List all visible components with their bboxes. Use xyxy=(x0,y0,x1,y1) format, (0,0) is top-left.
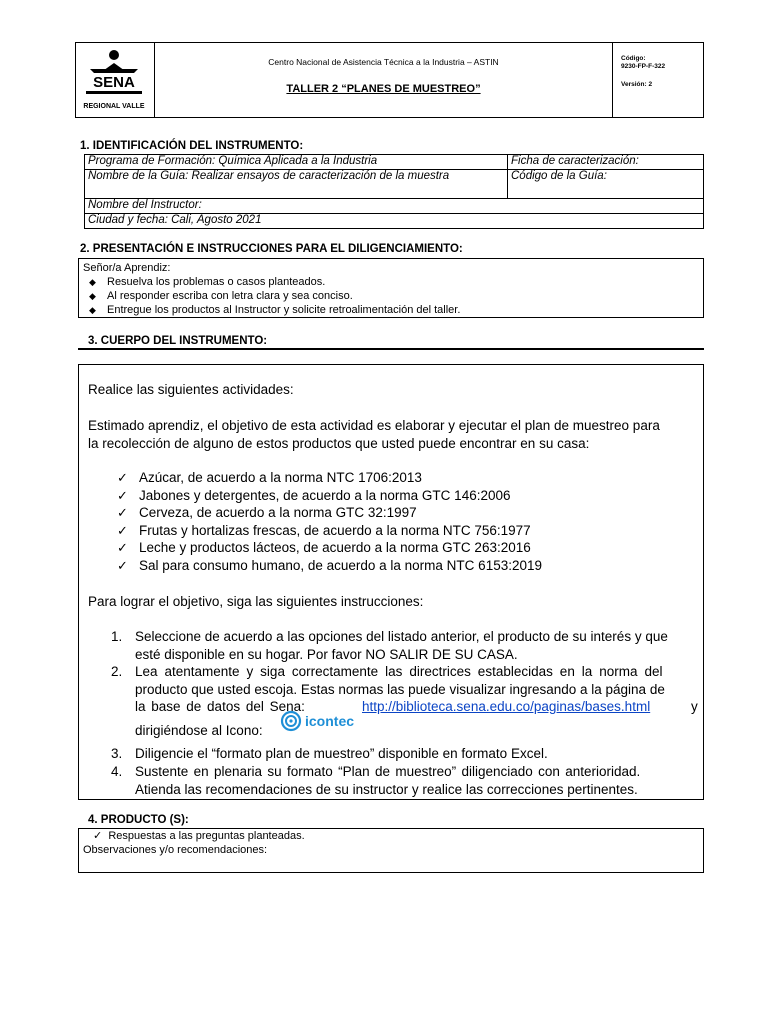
instructions-box xyxy=(78,258,704,318)
sena-logo xyxy=(76,43,155,117)
icontec-logo[interactable] xyxy=(280,709,372,735)
checkmark-icon: ✓ xyxy=(117,505,128,520)
objective-line2: la recolección de alguno de estos productos que usted puede encontrar en su casa: xyxy=(88,436,590,451)
icontec-icon xyxy=(280,709,372,735)
step-1: 1. Seleccione de acuerdo a las opciones del listado anterior, el producto de su interés y que esté disponible en su hogar. Por favor NO SALIR DE SU CASA. xyxy=(111,629,668,662)
checkmark-icon: ✓ xyxy=(93,830,103,842)
icontec-label: icontec xyxy=(305,712,355,729)
step-number: 3. xyxy=(111,746,123,761)
activities-intro: Realice las siguientes actividades: xyxy=(88,382,294,397)
sena-logo-subtitle: REGIONAL VALLE xyxy=(83,103,145,110)
icon-instruction-text: dirigiéndose al Icono: xyxy=(135,722,263,738)
sena-logo-icon xyxy=(76,43,152,117)
guide-code-cell: Código de la Guía: xyxy=(508,170,704,199)
step-number: 4. xyxy=(111,764,123,779)
step-number: 1. xyxy=(111,629,123,644)
city-date-cell: Ciudad y fecha: Cali, Agosto 2021 xyxy=(85,214,704,229)
checkmark-icon: ✓ xyxy=(117,523,128,538)
instruction-item: ◆ Resuelva los problemas o casos planteados. xyxy=(89,276,326,288)
sena-logo-text: SENA xyxy=(93,74,135,91)
instrument-body: Realice las siguientes actividades: Estimado aprendiz, el objetivo de esta actividad es elaborar y ejecutar el plan de muestreo para la recolección de alguno de estos productos que usted puede encontrar en su casa: ✓ Azúcar, de acuerdo a la norma NTC 1706:2013 ✓ Jabones y detergentes, de acuerdo a la norma GTC 146:2006 ✓ Cerveza, de acuerdo a la norma GTC 32:1997 ✓ Frutas y hortalizas frescas, de acuerdo a la norma NTC 756:1977 ✓ Leche y productos lácteos, de acuerdo a la norma GTC 263:2016 ✓ Sal para consumo humano, de acuerdo a la norma NTC 6153:2019 Para lograr el objetivo, siga las siguientes instrucciones: 1. Seleccione de acuerdo a las opciones del listado anterior, el producto de su interés y que esté disponible en su hogar. Por favor NO SALIR DE SU CASA. 2. Lea atentamente y siga correctamente las directrices establecidas en la norma del producto que usted escoja. Estas normas las puede visualizar ingresando a la página de la base de datos del Sena: http://biblioteca.sena.edu.co/paginas/bases.html y dirigiéndose al Icono: icontec 3. Diligencie el “formato plan de muestreo” disponible en formato Excel. 4. Sustente en plenaria su formato “Plan de muestreo” diligenciado con anterioridad. Atienda las recomendaciones de su instructor y realice las correcciones pertinentes. xyxy=(78,364,704,800)
header-center xyxy=(155,43,613,117)
instruction-item: ◆ Al responder escriba con letra clara y sea conciso. xyxy=(89,290,353,302)
document-title: TALLER 2 “PLANES DE MUESTREO” xyxy=(286,83,481,95)
ficha-cell: Ficha de caracterización: xyxy=(508,155,704,170)
product-box xyxy=(78,828,704,873)
step-4: 4. Sustente en plenaria su formato “Plan de muestreo” diligenciado con anterioridad. Atienda las recomendaciones de su instructor y realice las correcciones pertinentes. xyxy=(111,764,641,797)
diamond-bullet-icon: ◆ xyxy=(89,305,96,315)
diamond-bullet-icon: ◆ xyxy=(89,291,96,301)
checkmark-icon: ✓ xyxy=(117,540,128,555)
step-3: 3. Diligencie el “formato plan de muestreo” disponible en formato Excel. xyxy=(111,746,548,761)
diamond-bullet-icon: ◆ xyxy=(89,277,96,287)
document-header xyxy=(75,42,704,118)
section3-rule xyxy=(78,348,704,350)
code-label: Código: xyxy=(621,55,646,62)
observations-label: Observaciones y/o recomendaciones: xyxy=(83,844,268,856)
identification-table xyxy=(84,154,704,229)
section4-title: 4. PRODUCTO (S): xyxy=(88,814,189,826)
greeting: Señor/a Aprendiz: xyxy=(83,262,171,274)
guide-name-cell: Nombre de la Guía: Realizar ensayos de caracterización de la muestra xyxy=(85,170,508,199)
product-item: ✓ Respuestas a las preguntas planteadas. xyxy=(93,830,305,842)
section3-title: 3. CUERPO DEL INSTRUMENTO: xyxy=(88,335,268,347)
step-2: 2. Lea atentamente y siga correctamente las directrices establecidas en la norma del producto que usted escoja. Estas normas las puede visualizar ingresando a la página de la base de datos del Sena: http://biblioteca.sena.edu.co/paginas/bases.html y dirigiéndose al Icono: icontec xyxy=(111,664,698,738)
objective-line1: Estimado aprendiz, el objetivo de esta actividad es elaborar y ejecutar el plan de muestreo para xyxy=(88,418,660,433)
instruction-item: ◆ Entregue los productos al Instructor y solicite retroalimentación del taller. xyxy=(89,304,461,316)
section2-title: 2. PRESENTACIÓN E INSTRUCCIONES PARA EL DILIGENCIAMIENTO: xyxy=(80,243,463,255)
checkmark-icon: ✓ xyxy=(117,558,128,573)
sena-library-link[interactable]: http://biblioteca.sena.edu.co/paginas/bases.html xyxy=(362,699,651,714)
header-code xyxy=(613,43,703,117)
step-number: 2. xyxy=(111,664,123,679)
instructions-intro: Para lograr el objetivo, siga las siguientes instrucciones: xyxy=(88,594,424,609)
program-cell: Programa de Formación: Química Aplicada a la Industria xyxy=(85,155,508,170)
section1-title: 1. IDENTIFICACIÓN DEL INSTRUMENTO: xyxy=(80,140,304,152)
center-name: Centro Nacional de Asistencia Técnica a la Industria – ASTIN xyxy=(268,57,499,67)
database-text: la base de datos del Sena: xyxy=(135,699,305,714)
instructor-cell: Nombre del Instructor: xyxy=(85,199,704,214)
version-label: Versión: 2 xyxy=(621,81,653,88)
checkmark-icon: ✓ xyxy=(117,470,128,485)
code-value: 9230-FP-F-322 xyxy=(621,63,666,70)
checkmark-icon: ✓ xyxy=(117,488,128,503)
